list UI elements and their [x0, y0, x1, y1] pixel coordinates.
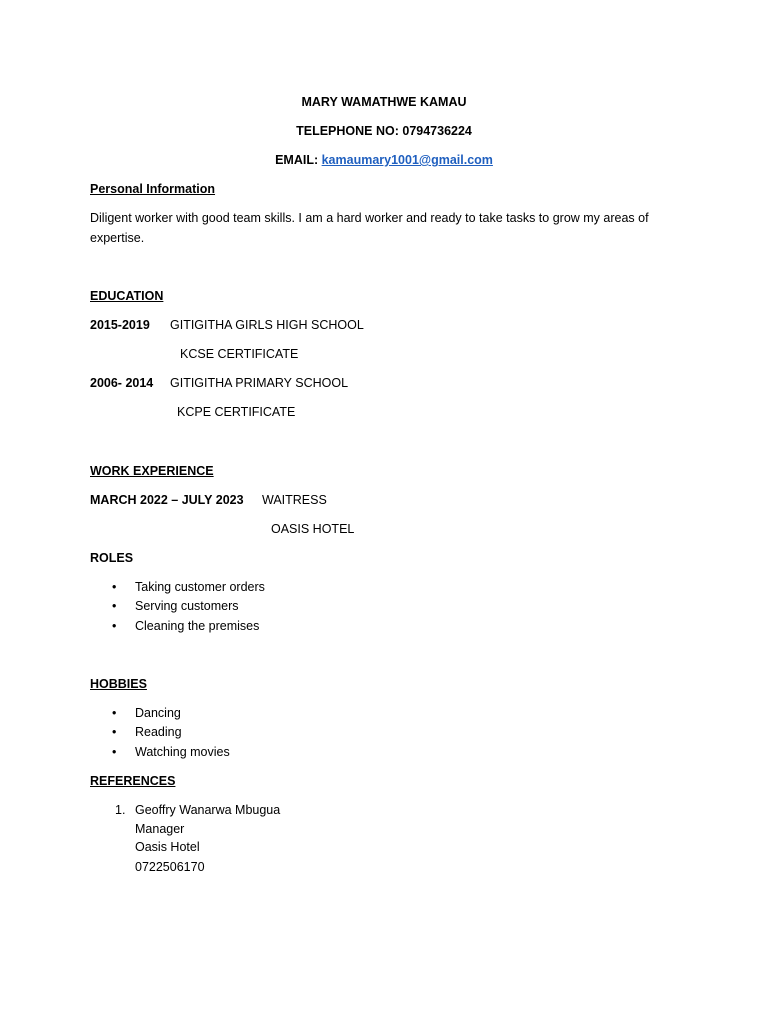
hobbies-heading: HOBBIES [90, 677, 147, 691]
email-label: EMAIL: [275, 153, 319, 167]
reference-name: Geoffry Wanarwa Mbugua [135, 803, 281, 817]
work-position: WAITRESS [262, 493, 327, 507]
education-years: 2015-2019 [90, 318, 150, 332]
references-heading: REFERENCES [90, 774, 176, 788]
hobby-item: Watching movies [135, 745, 230, 759]
bullet-icon: • [112, 745, 117, 759]
reference-phone: 0722506170 [135, 860, 205, 874]
candidate-name: MARY WAMATHWE KAMAU [301, 95, 467, 109]
reference-number: 1. [115, 803, 126, 817]
personal-heading: Personal Information [90, 182, 216, 196]
role-item: Cleaning the premises [135, 619, 260, 633]
roles-heading: ROLES [90, 551, 134, 565]
email-link[interactable]: kamaumary1001@gmail.com [321, 153, 493, 167]
education-certificate: KCPE CERTIFICATE [177, 405, 296, 419]
work-heading: WORK EXPERIENCE [90, 464, 214, 478]
bullet-icon: • [112, 706, 117, 720]
hobby-item: Reading [135, 725, 182, 739]
bullet-icon: • [112, 580, 117, 594]
hobby-item: Dancing [135, 706, 181, 720]
bullet-icon: • [112, 725, 117, 739]
education-school: GITIGITHA PRIMARY SCHOOL [170, 376, 349, 390]
email-line [0, 152, 768, 168]
education-heading: EDUCATION [90, 289, 164, 303]
work-employer: OASIS HOTEL [271, 522, 355, 536]
personal-text: Diligent worker with good team skills. I am a hard worker and ready to take tasks to grow my areas of expertise. [90, 211, 649, 245]
reference-title: Manager [135, 822, 185, 836]
role-item: Serving customers [135, 599, 239, 613]
education-years: 2006- 2014 [90, 376, 154, 390]
bullet-icon: • [112, 599, 117, 613]
role-item: Taking customer orders [135, 580, 265, 594]
reference-organization: Oasis Hotel [135, 840, 200, 854]
work-period: MARCH 2022 – JULY 2023 [90, 493, 244, 507]
telephone-line: TELEPHONE NO: 0794736224 [296, 124, 472, 138]
education-school: GITIGITHA GIRLS HIGH SCHOOL [170, 318, 364, 332]
education-certificate: KCSE CERTIFICATE [180, 347, 299, 361]
bullet-icon: • [112, 619, 117, 633]
